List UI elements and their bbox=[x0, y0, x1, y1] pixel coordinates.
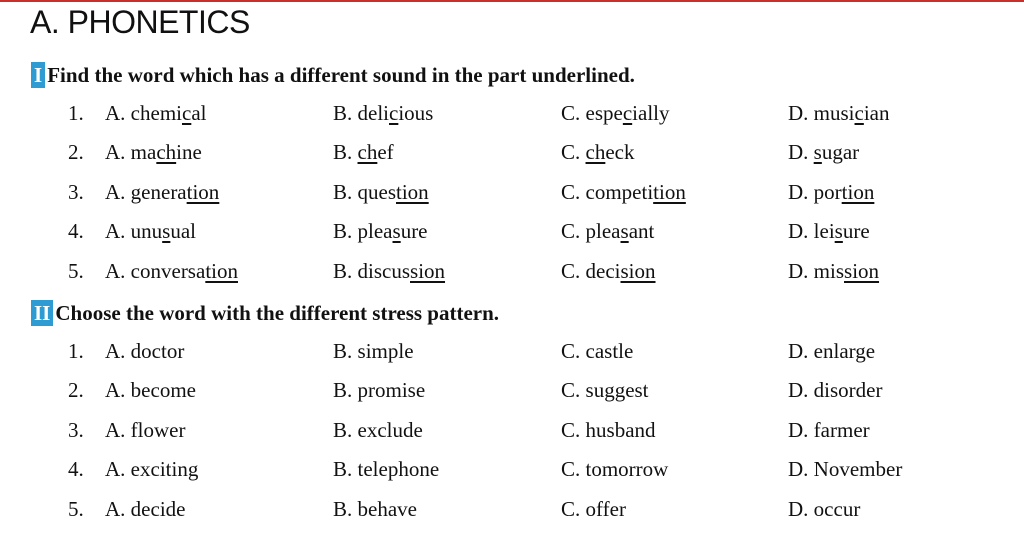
option-b: B. behave bbox=[333, 497, 417, 521]
option-d: D. November bbox=[788, 457, 903, 481]
option-a: A. chemical bbox=[105, 101, 207, 125]
option-b: B. promise bbox=[333, 378, 426, 402]
option-c: C. check bbox=[561, 140, 635, 164]
option-c: C. pleasant bbox=[561, 219, 655, 243]
question-row bbox=[0, 339, 1024, 369]
option-a: A. conversation bbox=[105, 259, 238, 283]
section-instruction: Choose the word with the different stress pattern. bbox=[55, 300, 500, 325]
top-rule bbox=[0, 0, 1024, 2]
option-d: D. mission bbox=[788, 259, 880, 283]
option-c: C. husband bbox=[561, 418, 656, 442]
option-d: D. portion bbox=[788, 180, 875, 204]
option-b: B. pleasure bbox=[333, 219, 428, 243]
option-a: A. flower bbox=[105, 418, 186, 442]
section-number-badge: I bbox=[31, 62, 45, 88]
option-a: A. generation bbox=[105, 180, 220, 204]
option-d: D. disorder bbox=[788, 378, 883, 402]
question-row bbox=[0, 418, 1024, 448]
option-d: D. occur bbox=[788, 497, 861, 521]
option-a: A. machine bbox=[105, 140, 202, 164]
option-a: A. become bbox=[105, 378, 196, 402]
question-row bbox=[0, 219, 1024, 249]
section-heading-2 bbox=[31, 299, 499, 327]
option-c: C. suggest bbox=[561, 378, 649, 402]
option-b: B. chef bbox=[333, 140, 394, 164]
option-b: B. simple bbox=[333, 339, 414, 363]
question-row bbox=[0, 457, 1024, 487]
question-number: 4. bbox=[68, 457, 84, 481]
question-row bbox=[0, 259, 1024, 289]
option-c: C. tomorrow bbox=[561, 457, 669, 481]
option-d: D. musician bbox=[788, 101, 890, 125]
option-a: A. decide bbox=[105, 497, 186, 521]
section-number-badge: II bbox=[31, 300, 53, 326]
question-number: 4. bbox=[68, 219, 84, 243]
question-number: 2. bbox=[68, 378, 84, 402]
question-row bbox=[0, 378, 1024, 408]
option-a: A. exciting bbox=[105, 457, 199, 481]
option-b: B. question bbox=[333, 180, 429, 204]
section-instruction: Find the word which has a different sound in the part underlined. bbox=[47, 62, 635, 87]
question-number: 1. bbox=[68, 339, 84, 363]
option-c: C. offer bbox=[561, 497, 626, 521]
question-number: 5. bbox=[68, 497, 84, 521]
question-row bbox=[0, 140, 1024, 170]
option-c: C. decision bbox=[561, 259, 656, 283]
question-number: 3. bbox=[68, 418, 84, 442]
option-a: A. doctor bbox=[105, 339, 185, 363]
question-number: 2. bbox=[68, 140, 84, 164]
option-d: D. enlarge bbox=[788, 339, 876, 363]
option-b: B. telephone bbox=[333, 457, 440, 481]
question-number: 3. bbox=[68, 180, 84, 204]
option-d: D. farmer bbox=[788, 418, 870, 442]
question-number: 1. bbox=[68, 101, 84, 125]
option-c: C. castle bbox=[561, 339, 634, 363]
option-b: B. exclude bbox=[333, 418, 423, 442]
question-row bbox=[0, 101, 1024, 131]
option-a: A. unusual bbox=[105, 219, 197, 243]
option-b: B. discussion bbox=[333, 259, 446, 283]
option-c: C. competition bbox=[561, 180, 686, 204]
page-title: A. PHONETICS bbox=[30, 4, 250, 40]
option-d: D. sugar bbox=[788, 140, 860, 164]
question-number: 5. bbox=[68, 259, 84, 283]
option-d: D. leisure bbox=[788, 219, 870, 243]
section-heading-1 bbox=[31, 61, 635, 89]
option-b: B. delicious bbox=[333, 101, 434, 125]
question-row bbox=[0, 497, 1024, 527]
question-row bbox=[0, 180, 1024, 210]
option-c: C. especially bbox=[561, 101, 670, 125]
